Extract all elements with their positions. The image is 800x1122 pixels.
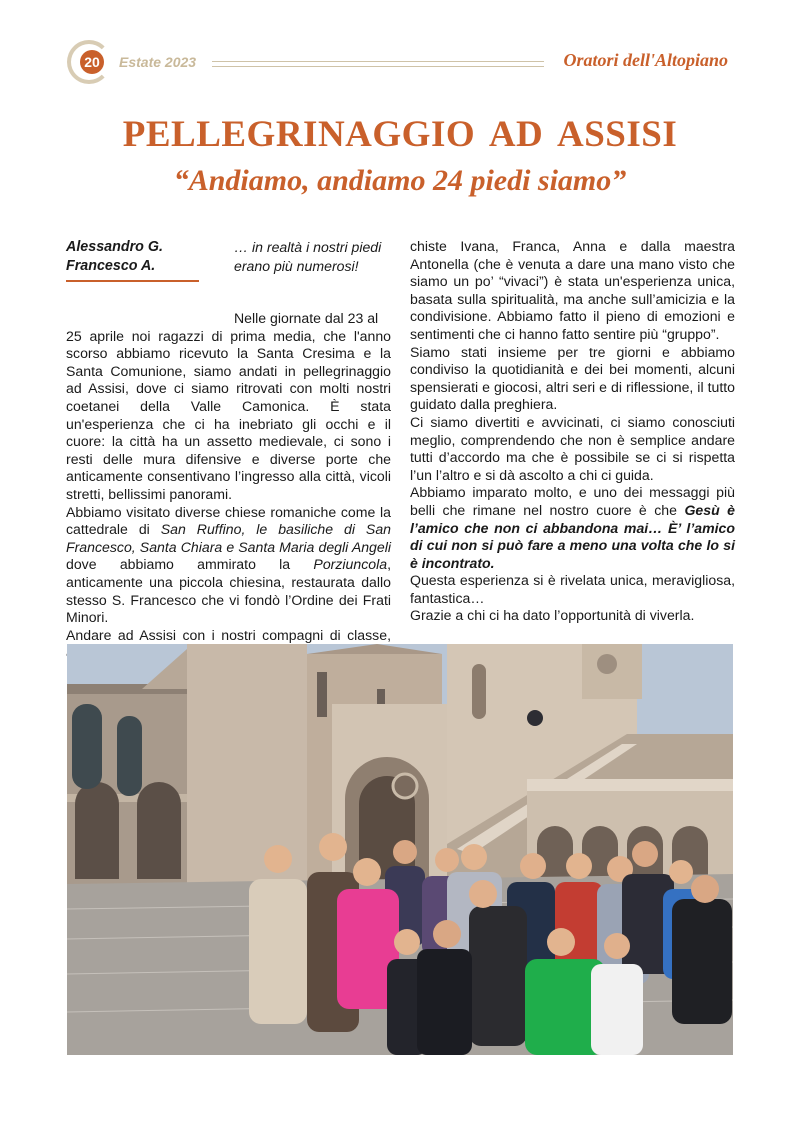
church-names: San Ruffino, le basiliche di San Francesco, Santa Chiara e Santa Maria degli Angeli	[66, 521, 391, 555]
paragraph: Ci siamo divertiti e avvicinati, ci siamo conosciuti meglio, comprendendo che non è semplice andare tutti d’accordo ma che è possibile se ci si rispetta l’un l’altro e si dà ascolto a chi ci guida.	[410, 413, 735, 483]
basilica-photo-icon	[67, 644, 733, 1055]
paragraph	[66, 504, 391, 627]
author-block	[66, 238, 391, 298]
author-names	[66, 238, 206, 275]
header-divider	[212, 61, 544, 67]
paragraph	[410, 484, 735, 572]
magazine-name: Oratori dell'Altopiano	[563, 50, 728, 70]
intro-note: … in realtà i nostri piedi erano più numerosi!	[234, 239, 382, 274]
article-title: PELLEGRINAGGIO AD ASSISI	[122, 114, 678, 155]
page-header	[0, 0, 800, 100]
author-name: Francesco A.	[66, 257, 156, 274]
paragraph-text: dove abbiamo ammirato la	[66, 556, 314, 573]
author-name: Alessandro G.	[66, 239, 163, 255]
paragraph-text: Abbiamo visitato diverse chiese romaniche come la cattedrale di	[66, 503, 391, 538]
paragraph	[66, 310, 391, 504]
paragraph: Questa esperienza si è rivelata unica, meravigliosa, fantastica…	[410, 572, 735, 606]
paragraph-lead: Nelle giornate dal 23 al	[234, 310, 379, 326]
issue-label: Estate 2023	[119, 54, 197, 70]
paragraph: Siamo stati insieme per tre giorni e abbiamo condiviso la quotidianità e dei bei momenti, alcuni spensierati e giocosi, altri seri e di riflessione, il tutto guidato dalla preghiera.	[410, 343, 735, 413]
highlight-quote: Gesù è l’amico che non ci abbandona mai… È’ l’amico di cui non si può fare a meno una volta che lo si è incontrato.	[410, 501, 735, 571]
left-column	[66, 238, 391, 662]
porziuncola-name: Porziuncola	[313, 556, 388, 573]
right-column	[410, 238, 735, 625]
paragraph: Grazie a chi ci ha dato l’opportunità di viverla.	[410, 607, 695, 624]
paragraph: chiste Ivana, Franca, Anna e dalla maestra Antonella (che è venuta a dare una mano visto che siamo un po’ “vivaci”) è stata un'esperienza unica, basata sulla spiritualità, ma anche sull’amicizia e la condivisione. Abbiamo fatto il pieno di emozioni e sentimenti che ci hanno fatto sentire più “gruppo”.	[410, 238, 735, 342]
paragraph-text: 25 aprile noi ragazzi di prima media, che l'anno scorso abbiamo ricevuto la Santa Cresima e la Santa Comunione, siamo andati in pellegrinaggio ad Assisi, dove ci siamo ritrovati con molti nostri coetanei della Valle Camonica. È stata un'esperienza che ci ha inebriato gli occhi e il cuore: la città ha un assetto medievale, ci sono i resti delle mura difensive e diverse porte che anticamente consentivano l’ingresso alla città, vicoli stretti, bellissimi panorami.	[66, 327, 391, 502]
paragraph: Andare ad Assisi con i nostri compagni di classe,	[66, 626, 391, 643]
author-divider	[66, 280, 199, 282]
paragraph-text: , anticamente una piccola chiesina, restaurata dallo stesso S. Francesco che vi fondò l’Ordine dei Frati Minori.	[66, 556, 391, 626]
paragraph-text: Abbiamo imparato molto, e uno dei messaggi più belli che rimane nel nostro cuore è che	[410, 484, 735, 518]
article-subtitle: “Andiamo, andiamo 24 piedi siamo”	[173, 164, 627, 197]
group-photo	[67, 644, 733, 1055]
page-number-badge: 20	[80, 50, 104, 74]
